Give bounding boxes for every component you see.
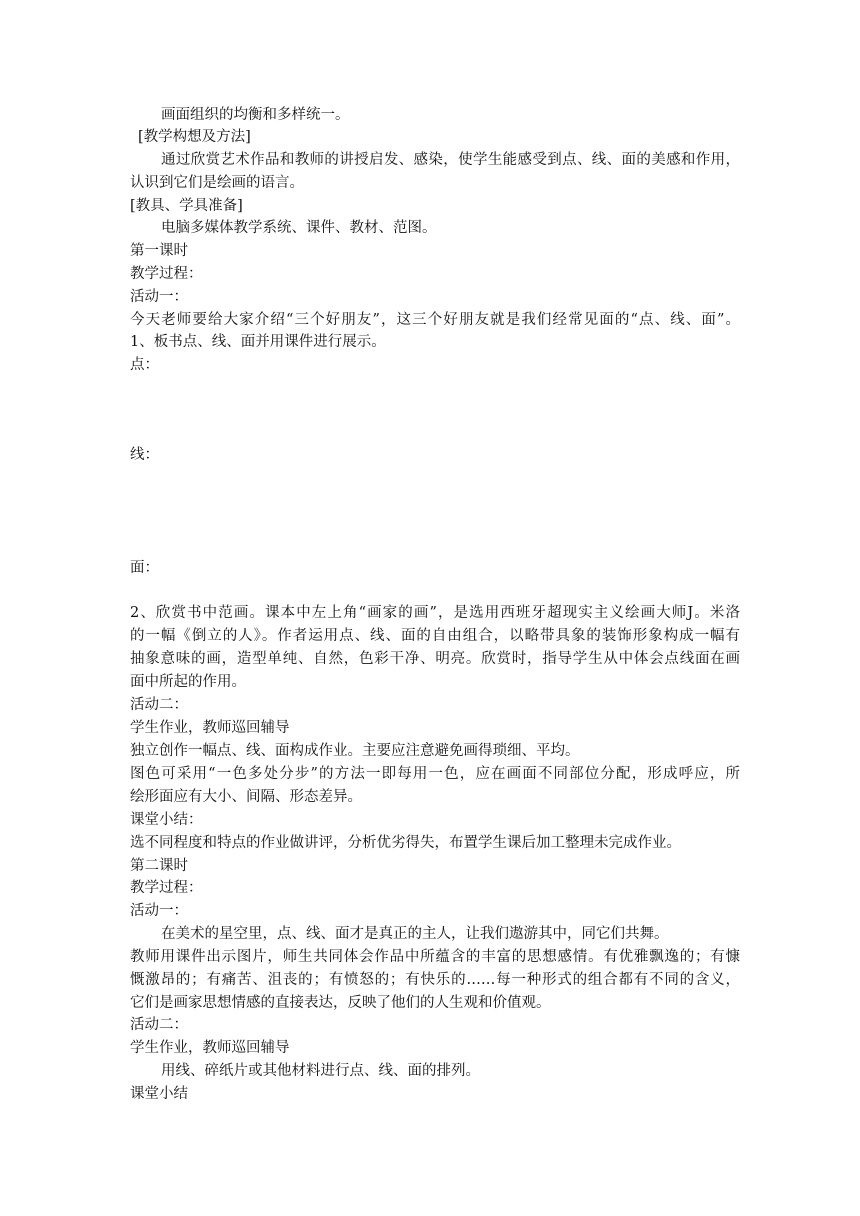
label-dot: 点： (130, 357, 159, 373)
text-line: 独立创作一幅点、线、面构成作业。主要应注意避免画得琐细、平均。 (130, 743, 580, 759)
text-line: 活动二： (130, 1017, 188, 1033)
text-line: 课堂小结： (130, 812, 203, 828)
label-line: 线： (130, 447, 159, 463)
text-line: 活动二： (130, 697, 188, 713)
text-line: 在美术的星空里，点、线、面才是真正的主人，让我们遨游其中，同它们共舞。 (161, 926, 669, 942)
text-line: 通过欣赏艺术作品和教师的讲授启发、感染，使学生能感受到点、线、面的美感和作用， (161, 152, 740, 168)
text-line: 电脑多媒体教学系统、课件、教材、范图。 (161, 220, 437, 236)
text-line: 图色可采用“一色多处分步”的方法一即每用一色，应在画面不同部位分配，形成呼应，所 (130, 766, 740, 782)
text-line: 1、板书点、线、面并用课件进行展示。 (130, 334, 386, 350)
text-line: 活动一： (130, 289, 188, 305)
section-heading: [教学构想及方法] (138, 129, 251, 145)
text-line: 活动一： (130, 903, 188, 919)
text-line: 学生作业，教师巡回辅导 (130, 1040, 290, 1056)
text-line: 选不同程度和特点的作业做讲评，分析优劣得失，布置学生课后加工整理未完成作业。 (130, 835, 681, 851)
text-line: 教师用课件出示图片，师生共同体会作品中所蕴含的丰富的思想感情。有优雅飘逸的；有慷 (130, 949, 740, 965)
text-line: 抽象意味的画，造型单纯、自然，色彩干净、明亮。欣赏时，指导学生从中体会点线面在画 (130, 651, 740, 667)
text-line: 绘形面应有大小、间隔、形态差异。 (130, 789, 362, 805)
text-line: 慨激昂的；有痛苦、沮丧的；有愤怒的；有快乐的……每一种形式的组合都有不同的含义， (130, 972, 740, 988)
text-line: 它们是画家思想情感的直接表达，反映了他们的人生观和价值观。 (130, 995, 551, 1011)
text-line: 面中所起的作用。 (130, 674, 246, 690)
text-line: 今天老师要给大家介绍“三个好朋友”，这三个好朋友就是我们经常见面的“点、线、面”。 (130, 312, 740, 328)
text-line: 认识到它们是绘画的语言。 (130, 175, 304, 191)
text-line: 用线、碎纸片或其他材料进行点、线、面的排列。 (161, 1063, 480, 1079)
lesson-heading: 第二课时 (130, 858, 188, 874)
text-line: 的一幅《倒立的人》。作者运用点、线、面的自由组合，以略带具象的装饰形象构成一幅有 (130, 628, 740, 644)
text-line: 学生作业，教师巡回辅导 (130, 720, 290, 736)
label-plane: 面： (130, 560, 159, 576)
lesson-heading: 第一课时 (130, 243, 188, 259)
text-line: 2、欣赏书中范画。课本中左上角“画家的画”，是选用西班牙超现实主义绘画大师J。米洛 (130, 605, 740, 621)
text-line: 教学过程： (130, 880, 203, 896)
text-line: 课堂小结 (130, 1086, 188, 1102)
text-line: 画面组织的均衡和多样统一。 (161, 107, 350, 123)
section-heading: [教具、学具准备] (130, 198, 243, 214)
text-line: 教学过程： (130, 266, 203, 282)
